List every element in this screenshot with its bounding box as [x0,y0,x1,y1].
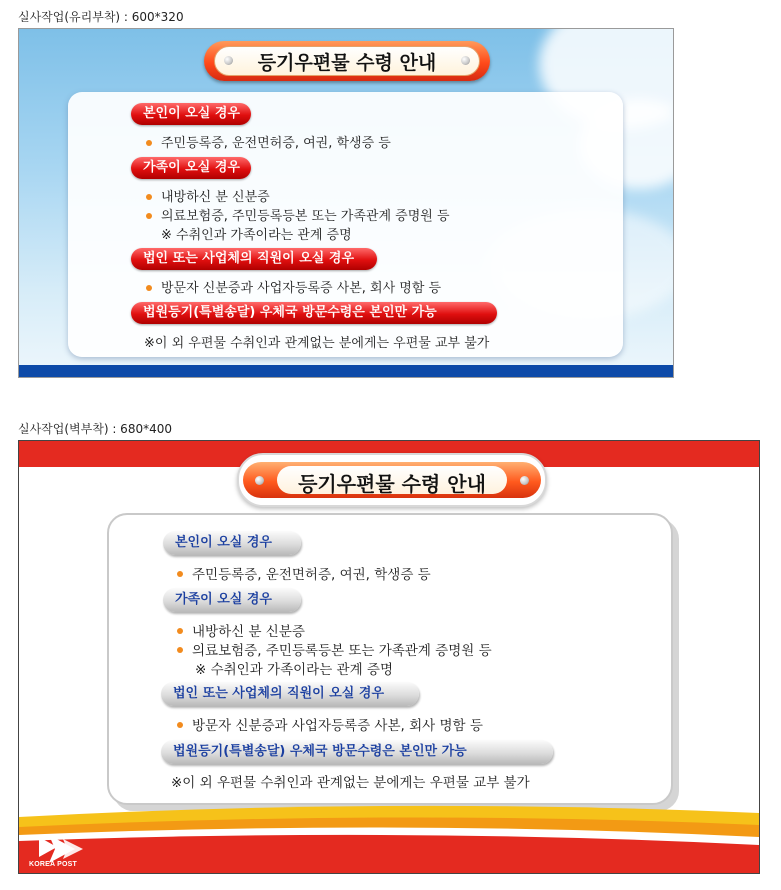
bullet-icon [146,194,152,200]
section-heading-self: 본인이 오실 경우 [131,103,251,125]
footnote: ※이 외 우편물 수취인과 관계없는 분에게는 우편물 교부 불가 [171,775,530,791]
list-item: 의료보험증, 주민등록등본 또는 가족관계 증명원 등 [177,639,492,659]
bullet-icon [177,647,183,653]
bullet-icon [146,285,152,291]
bullet-icon [177,722,183,728]
notice-title: 등기우편물 수령 안내 [298,472,486,496]
list-item: 방문자 신분증과 사업자등록증 사본, 회사 명함 등 [177,714,483,734]
wall-notice-panel [18,440,760,874]
list-item: 방문자 신분증과 사업자등록증 사본, 회사 명함 등 [146,277,441,296]
section-heading-self: 본인이 오실 경우 [163,531,301,555]
section-heading-family: 가족이 오실 경우 [131,157,251,179]
notice-content-box [68,92,623,357]
family-relation-note: ※ 수취인과 가족이라는 관계 증명 [161,228,352,243]
list-item: 의료보험증, 주민등록등본 또는 가족관계 증명원 등 [146,205,450,224]
notice-title-banner [237,453,547,507]
bullet-icon [177,628,183,634]
logo-text: KOREA POST [29,861,78,868]
list-item: 내방하신 분 신분증 [146,186,270,205]
notice-title: 등기우편물 수령 안내 [257,52,437,74]
list-item: 주민등록증, 운전면허증, 여권, 학생증 등 [146,132,391,151]
footer-bar [19,365,673,377]
caption-glass: 실사작업(유리부착) : 600*320 [18,10,184,24]
notice-title-banner [204,41,490,81]
bullet-icon [146,213,152,219]
list-item: 주민등록증, 운전면허증, 여권, 학생증 등 [177,563,431,583]
section-heading-court: 법원등기(특별송달) 우체국 방문수령은 본인만 가능 [131,302,497,324]
list-item: 내방하신 분 신분증 [177,620,305,640]
glass-notice-panel [18,28,674,378]
bullet-icon [177,571,183,577]
bullet-icon [146,140,152,146]
section-heading-corporate: 법인 또는 사업체의 직원이 오실 경우 [161,682,419,706]
notice-content-box [107,513,673,805]
wave-red [19,835,759,873]
section-heading-court: 법원등기(특별송달) 우체국 방문수령은 본인만 가능 [161,740,553,764]
bottom-wave-graphic [19,803,759,873]
caption-wall: 실사작업(벽부착) : 680*400 [18,422,172,436]
section-heading-family: 가족이 오실 경우 [163,588,301,612]
section-heading-corporate: 법인 또는 사업체의 직원이 오실 경우 [131,248,377,270]
footnote: ※이 외 우편물 수취인과 관계없는 분에게는 우편물 교부 불가 [144,336,490,351]
family-relation-note: ※ 수취인과 가족이라는 관계 증명 [195,662,394,678]
